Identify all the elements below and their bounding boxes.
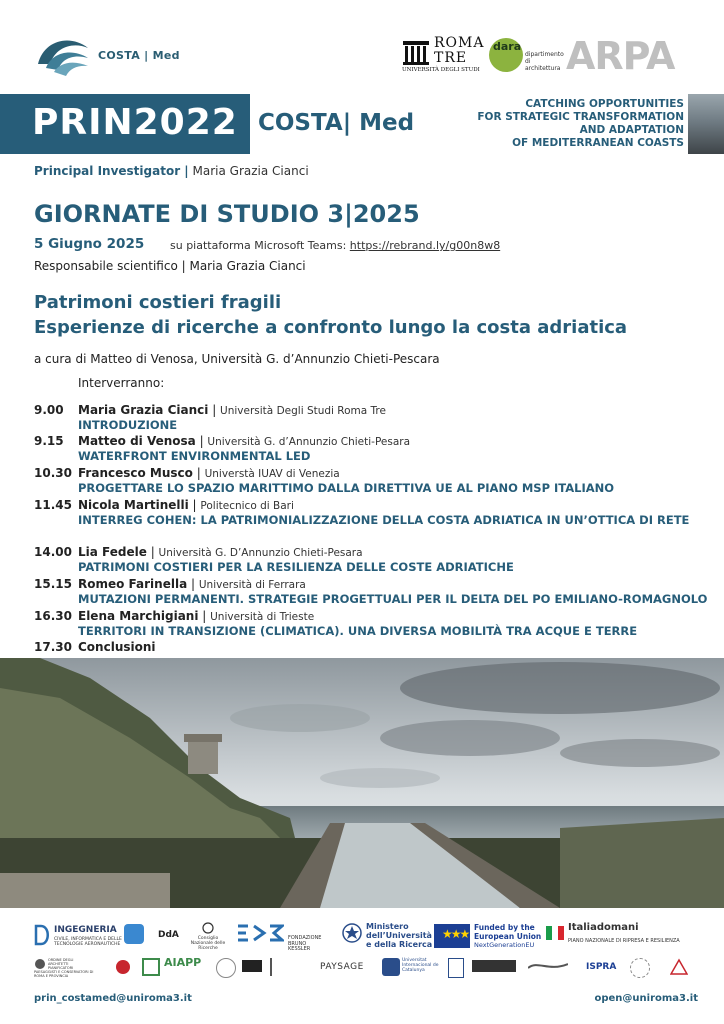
black-badge-icon <box>242 960 262 972</box>
program-affiliation: Università G. d’Annunzio Chieti-Pesara <box>207 436 411 448</box>
triangle-icon <box>670 958 688 976</box>
responsible: Responsabile scientifico | Maria Grazia Cianci <box>34 259 306 273</box>
aiapp-square-icon <box>142 958 160 976</box>
dara-text: dara <box>493 40 522 53</box>
costa-med-logo <box>34 34 184 76</box>
uic-text: Universitat Internacional de Catalunya <box>402 958 439 973</box>
red-seal-icon <box>116 960 130 974</box>
archive-logo-icon <box>270 958 306 976</box>
curve-icon <box>528 960 568 972</box>
program-time: 14.00 <box>34 545 72 559</box>
dara-logo <box>489 36 564 76</box>
program-closing: Conclusioni <box>78 640 156 654</box>
ordine-emblem-icon <box>34 958 46 970</box>
event-title: GIORNATE DI STUDIO 3|2025 <box>34 200 420 228</box>
uic-icon <box>382 958 400 976</box>
costa-logo-text: COSTA | Med <box>98 49 180 62</box>
ispra-logo: ISPRA <box>586 962 617 972</box>
banner-photo-strip <box>688 94 724 154</box>
eu-flag-icon: ★★★ <box>434 924 470 948</box>
program-talk: INTERREG COHEN: LA PATRIMONIALIZZAZIONE DELLA COSTA ADRIATICA IN UN’OTTICA DI RETE <box>78 513 690 527</box>
unit-logo-icon <box>124 924 144 944</box>
round-emblem-icon <box>216 958 236 978</box>
tagline-line: CATCHING OPPORTUNITIES <box>525 98 684 110</box>
program-talk: WATERFRONT ENVIRONMENTAL LED <box>78 449 311 463</box>
roma-tre-subtitle: UNIVERSITÀ DEGLI STUDI <box>402 67 480 73</box>
pi-label: Principal Investigator | <box>34 164 189 178</box>
program-speaker: Francesco Musco <box>78 466 193 480</box>
teams-link[interactable]: https://rebrand.ly/g00n8w8 <box>349 239 501 252</box>
wave-icon <box>34 34 92 78</box>
event-platform <box>170 239 500 252</box>
triangle-emblem-icon <box>670 958 688 976</box>
program-speaker: Elena Marchigiani <box>78 609 199 623</box>
program-affiliation: Politecnico di Bari <box>200 500 294 512</box>
program-talk: PATRIMONI COSTIERI PER LA RESILIENZA DELLE COSTE ADRIATICHE <box>78 560 514 574</box>
program-time: 17.30 <box>34 640 72 654</box>
program-time: 16.30 <box>34 609 72 623</box>
program-speaker: Maria Grazia Cianci <box>78 403 209 417</box>
costa-title: COSTA| Med <box>258 110 415 136</box>
fbk-icon <box>236 922 284 944</box>
ordine-architetti-logo <box>34 958 94 978</box>
tagline-line: OF MEDITERRANEAN COASTS <box>512 137 684 149</box>
pi-name: Maria Grazia Cianci <box>192 164 309 178</box>
program-talk: INTRODUZIONE <box>78 418 178 432</box>
program-affiliation: Università di Ferrara <box>198 579 306 591</box>
program-affiliation: Università Degli Studi Roma Tre <box>220 405 386 417</box>
mur-text: Ministero dell’Università e della Ricerca <box>366 922 433 949</box>
curator: a cura di Matteo di Venosa, Università G. d’Annunzio Chieti-Pescara <box>34 352 440 366</box>
project-tagline <box>466 98 684 150</box>
arpa-text: ARPA <box>566 34 675 78</box>
program-affiliation: Universtà IUAV di Venezia <box>204 468 340 480</box>
eu-line3: NextGenerationEU <box>474 941 535 949</box>
tagline-line: FOR STRATEGIC TRANSFORMATION <box>477 111 684 123</box>
coast-landscape-image <box>0 658 724 908</box>
dara-caption: dipartimento di architettura <box>525 51 564 72</box>
program-speaker: Nicola Martinelli <box>78 498 189 512</box>
tagline-line: AND ADAPTATION <box>579 124 684 136</box>
ingegneria-d-icon <box>34 924 50 946</box>
italian-emblem-icon <box>342 922 362 944</box>
speakers-intro: Interverranno: <box>78 376 165 390</box>
ingegneria-sub: CIVILE, INFORMATICA E DELLE TECNOLOGIE AERONAUTICHE <box>54 937 122 947</box>
program-affiliation: Università G. D’Annunzio Chieti-Pesara <box>158 547 363 559</box>
platform-label: su piattaforma Microsoft Teams: <box>170 239 347 252</box>
principal-investigator <box>34 164 309 178</box>
curve-logo-icon <box>528 960 568 972</box>
program-affiliation: Università di Trieste <box>210 611 315 623</box>
contact-email-left[interactable]: prin_costamed@uniroma3.it <box>34 993 192 1004</box>
dotted-emblem-icon <box>630 958 650 978</box>
program-time: 11.45 <box>34 498 72 512</box>
program-speaker: Romeo Farinella <box>78 577 188 591</box>
cnr-text: Consiglio Nazionale delle Ricerche <box>190 936 226 951</box>
arpa-logo <box>566 34 692 78</box>
aiapp-logo: AIAPP <box>164 956 202 969</box>
program-time: 15.15 <box>34 577 72 591</box>
roma-tre-title: ROMA TRE <box>434 35 485 66</box>
prin-banner <box>0 94 250 154</box>
ingegneria-text: INGEGNERIA <box>54 925 117 935</box>
program-time: 9.00 <box>34 403 64 417</box>
program-speaker: Matteo di Venosa <box>78 434 196 448</box>
italiadomani-sub: PIANO NAZIONALE DI RIPRESA E RESILIENZA <box>568 938 680 944</box>
prin-title: PRIN2022 <box>32 102 238 143</box>
program-speaker: Lia Fedele <box>78 545 147 559</box>
costa-banner <box>250 94 460 154</box>
eu-line2: European Union <box>474 932 542 941</box>
contact-email-right[interactable]: open@uniroma3.it <box>594 993 698 1004</box>
italy-flag-icon <box>546 926 564 940</box>
theme-subtitle: Esperienze di ricerche a confronto lungo la costa adriatica <box>34 317 628 338</box>
eu-line1: Funded by the <box>474 923 535 932</box>
ordine-text: ORDINE DEGLI ARCHITETTI PIANIFICATORI PAESAGGISTI E CONSERVATORI DI ROMA E PROVINCIA <box>34 958 94 978</box>
program-time: 9.15 <box>34 434 64 448</box>
theme-title: Patrimoni costieri fragili <box>34 292 282 313</box>
program-talk: TERRITORI IN TRANSIZIONE (CLIMATICA). UNA DIVERSA MOBILITÀ TRA ACQUE E TERRE <box>78 624 638 638</box>
dda-logo: DdA <box>158 930 179 940</box>
coast-photo <box>0 658 724 908</box>
university-building-icon <box>402 38 430 66</box>
sponsor-logos <box>30 918 700 988</box>
shield-icon <box>448 958 464 978</box>
program-talk: MUTAZIONI PERMANENTI. STRATEGIE PROGETTUALI PER IL DELTA DEL PO EMILIANO-ROMAGNOLO <box>78 592 708 606</box>
italiadomani-text: Italiadomani <box>568 922 639 933</box>
event-date: 5 Giugno 2025 <box>34 236 145 252</box>
fbk-text: FONDAZIONE BRUNO KESSLER <box>288 935 322 952</box>
fbk-logo <box>236 922 322 952</box>
cnr-logo <box>188 922 228 951</box>
paysage-logo: PAYSAGE <box>320 962 364 972</box>
program-time: 10.30 <box>34 466 72 480</box>
cnr-icon <box>202 922 214 934</box>
roma-tre-logo <box>402 35 485 76</box>
wave-badge-icon <box>472 960 516 972</box>
eu-funding <box>474 923 541 950</box>
program-talk: PROGETTARE LO SPAZIO MARITTIMO DALLA DIRETTIVA UE AL PIANO MSP ITALIANO <box>78 481 615 495</box>
